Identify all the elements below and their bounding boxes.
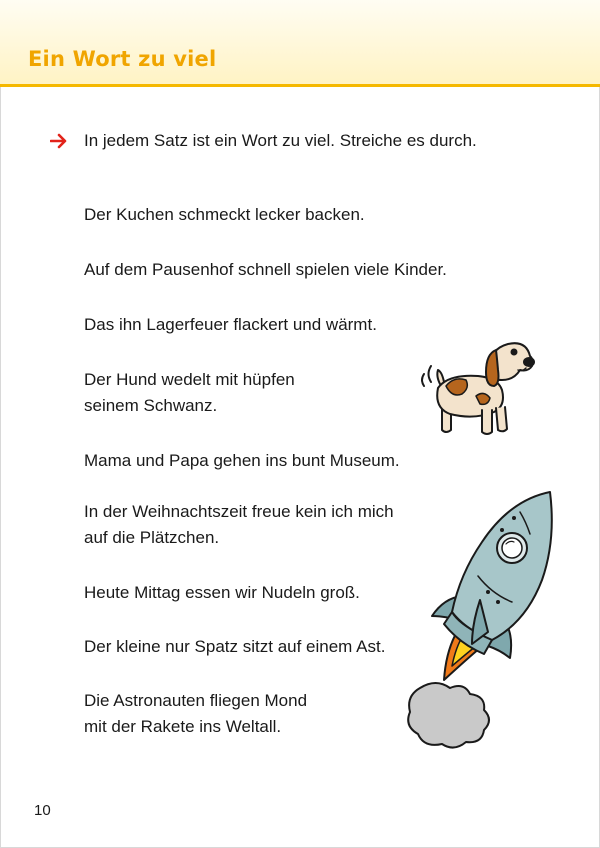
sentence-9[interactable] (84, 688, 307, 740)
sentence-3[interactable] (84, 312, 377, 338)
sentence-4[interactable] (84, 367, 295, 419)
sentence-line: Mama und Papa gehen ins bunt Museum. (84, 451, 400, 470)
sentence-line: Der Kuchen schmeckt lecker backen. (84, 205, 365, 224)
rocket-icon (400, 488, 560, 750)
header-band (0, 0, 600, 87)
sentence-line: Heute Mittag essen wir Nudeln groß. (84, 583, 360, 602)
sentence-7[interactable] (84, 580, 360, 606)
page-number: 10 (34, 802, 51, 819)
instruction (50, 131, 477, 151)
dog-icon (418, 336, 536, 440)
sentence-line: Der kleine nur Spatz sitzt auf einem Ast. (84, 637, 386, 656)
sentence-6[interactable] (84, 499, 394, 551)
sentence-line: Das ihn Lagerfeuer flackert und wärmt. (84, 315, 377, 334)
sentence-1[interactable] (84, 202, 365, 228)
sentence-line: In der Weihnachtszeit freue kein ich mich (84, 502, 394, 521)
sentence-line: Die Astronauten fliegen Mond (84, 691, 308, 710)
sentence-line: auf die Plätzchen. (84, 528, 220, 547)
sentence-5[interactable] (84, 448, 400, 474)
instruction-text: In jedem Satz ist ein Wort zu viel. Streiche es durch. (84, 131, 477, 150)
sentence-line: seinem Schwanz. (84, 396, 218, 415)
sentence-line: Der Hund wedelt mit hüpfen (84, 370, 295, 389)
sentence-8[interactable] (84, 634, 385, 660)
page-title: Ein Wort zu viel (28, 47, 217, 71)
sentence-2[interactable] (84, 257, 447, 283)
arrow-right-icon (50, 133, 68, 149)
sentence-line: Auf dem Pausenhof schnell spielen viele Kinder. (84, 260, 447, 279)
sentence-line: mit der Rakete ins Weltall. (84, 717, 282, 736)
